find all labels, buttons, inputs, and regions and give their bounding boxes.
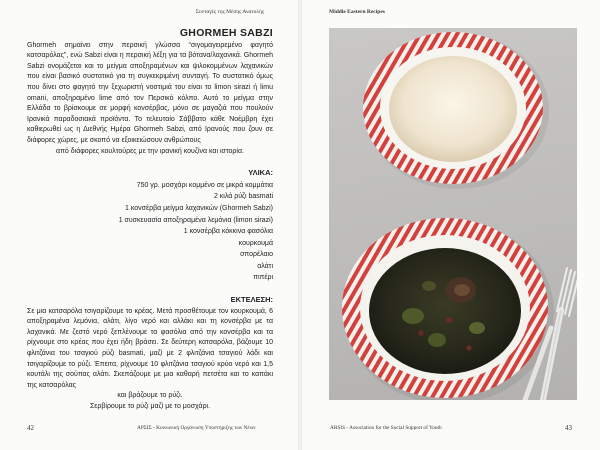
ingredient-item: πιπέρι	[253, 274, 273, 282]
rice-plate	[363, 32, 549, 189]
ingredient-item: 750 γρ. μοσχάρι κομμένο σε μικρά κομμάτια	[136, 181, 273, 189]
ingredient-item: 1 κονσέρβα μείγμα λαχανικών (Ghormeh Sabzi)	[125, 204, 273, 212]
page-number-left: 42	[27, 424, 34, 432]
page-number-right: 43	[565, 424, 572, 432]
intro-text: Ghormeh σημαίνει στην περσική γλώσσα “σιγομαγειρεμένο φαγητό κατσαρόλας”, ενώ Sabzi είναι η περσική λέξη για τα βότανα/λαχανικά. Ghormeh Sabzi ονομάζεται και το μείγμα αποξηραμένων και ψιλοκομμένων λαχανικών που είναι βασικό συστατικό για τη συγκεκριμένη συνταγή. Το συστατικό όμως που δίνει στο φαγητό την ξεχωριστή νοστιμιά του είναι το limon sirazi ή limu omani, αποξηραμένο lime από τον Περσικό κόλπο. Αυτό το μείγμα στην Ελλάδα το βρίσκουμε σε μορφή κονσέρβας, μόνο σε μαγαζιά που πουλούν Ιρανικά παραδοσιακά προϊόντα. Το τελευταίο Σάββατο κάθε Νοέμβρη έχει καθιερωθεί ως η Διεθνής Ημέρα Ghormeh Sabzi, από Ιρανούς που ζουν σε διάφορες χώρες, με σκοπό να εξοικειώσουν ανθρώπους	[27, 41, 273, 144]
food-photo-illustration	[329, 28, 577, 400]
ingredient-item: 1 κονσέρβα κόκκινα φασόλια	[183, 228, 273, 236]
recipe-intro	[27, 41, 273, 158]
recipe-text	[27, 28, 273, 413]
method-line: Σερβίρουμε το ρύζι μαζί με το μοσχάρι.	[89, 403, 211, 410]
ingredients-heading: ΥΛΙΚΑ:	[248, 168, 273, 178]
method-heading: ΕΚΤΕΛΕΣΗ:	[230, 295, 273, 305]
ingredient-item: αλάτι	[257, 262, 273, 270]
method-text	[27, 307, 273, 413]
footer-left: ΑΡΣΙΣ - Κοινωνική Οργάνωση Υποστήριξης των Νέων	[137, 425, 256, 431]
stew-plate	[342, 218, 554, 400]
recipe-title: GHORMEH SABZI	[179, 27, 273, 39]
running-head-right: Middle Eastern Recipes	[329, 9, 385, 15]
intro-last-line: από διάφορες κουλτούρες με την ιρανική κουζίνα και ιστορία.	[56, 147, 244, 155]
book-spine	[298, 0, 302, 450]
ingredient-item: κουρκουμά	[238, 239, 273, 247]
food-photo	[329, 28, 577, 400]
ingredients-list	[27, 180, 273, 284]
running-head-left: Συνταγές της Μέσης Ανατολής	[195, 9, 264, 15]
footer-right: ARSIS - Association for the Social Support of Youth	[330, 425, 442, 431]
ingredient-item: 1 συσκευασία αποξηραμένα λεμόνια (limon sirazi)	[118, 216, 273, 224]
ingredient-item: 2 κιλά ρύζι basmati	[213, 193, 273, 201]
ingredient-item: σπορέλαιο	[240, 251, 273, 259]
method-line: και βράζουμε το ρύζι.	[117, 392, 183, 400]
method-body: Σε μια κατσαρόλα τσιγαρίζουμε το κρέας. Μετά προσθέτουμε τον κουρκουμά, 6 αποξηραμένα λεμόνια, αλάτι, λίγο νερό και αλλάκι και τη κονσέρβα με τα λαχανικά. Με ζεστό νερό ξεπλένουμε τα φασόλια από την κονσέρβα και τα ρίχνουμε στο κρέας που έχει ήδη βράσει. Σε δεύτερη κατσαρόλα, βάζουμε 10 φλιτζάνια του τσαγιού ρύζι basmati, μαζί με 2 φλιτζάνια τσαγιού λάδι και τσιγαρίζουμε το ρύζι. Έπειτα, ρίχνουμε 10 φλιτζάνια τσαγιού κρύο νερό και 1,5 κουτάλι της σούπας αλάτι. Σκεπάζουμε με μια καθαρή πετσέτα και το καπάκι της κατσαρόλας	[27, 307, 273, 389]
